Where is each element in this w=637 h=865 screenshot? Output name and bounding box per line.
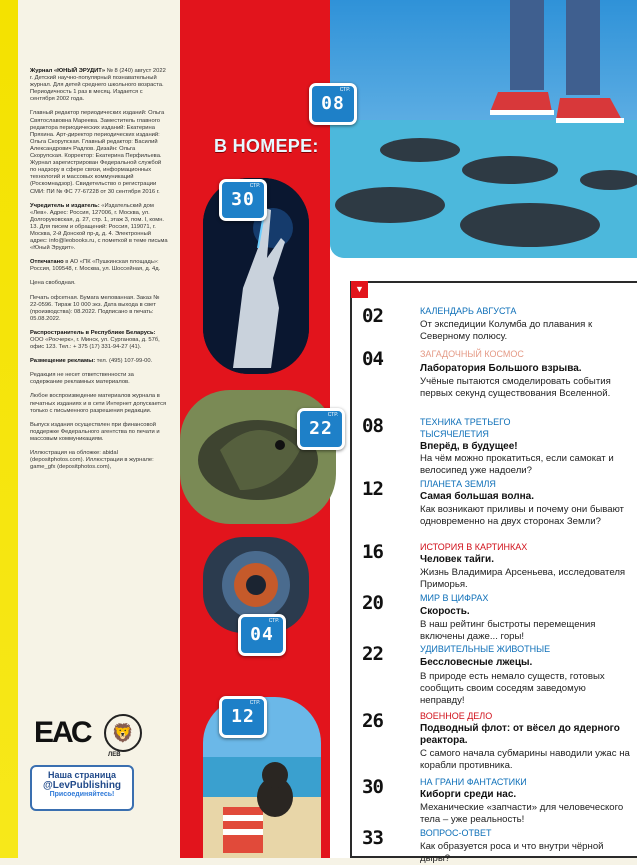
imprint-block: Распространитель в Республике Беларусь: ООО «Росчерк», г. Минск, ул. Сурганова, д. 57б, офис 123. Тел.: + 375 (17) 331-94-27 (41). bbox=[30, 329, 160, 351]
page-badge-12[interactable] bbox=[219, 696, 267, 738]
toc-category: ВОПРОС-ОТВЕТ bbox=[420, 828, 492, 838]
yellow-edge bbox=[0, 0, 18, 858]
badge-stp-label: СТР. bbox=[339, 87, 350, 93]
toc-description: В наш рейтинг быстроты перемещения включены даже... горы! bbox=[420, 619, 596, 642]
badge-stp-label: СТР. bbox=[327, 412, 338, 418]
imprint-block: Выпуск издания осуществлен при финансовой поддержке Федерального агентства по печати и массовым коммуникациям. bbox=[30, 421, 160, 442]
badge-page-number: 04 bbox=[250, 624, 274, 645]
toc-description: В природе есть немало существ, готовых сообщить своим соседям заведомую неправду! bbox=[420, 671, 605, 706]
badge-page-number: 12 bbox=[231, 706, 255, 727]
imprint-block: Главный редактор периодических изданий: Ольга Святославовна Мареева. Заместитель главного редактора периодических изданий: Екатерина Пряхина. Арт-директор периодических изданий: Ольга Скорупская. Главный редактор: Василий Александрович Радлов. Дизайн: Ольга Скорупская. Корректор: Екатерина Перфильева. Журнал зарегистрирован Федеральной службой по надзору в сфере связи, информационных технологий и массовых коммуникаций (Роскомнадзор). Свидетельство о регистрации СМИ: ПИ № ФС 77-67228 от 30 сентября 2016 г. bbox=[30, 110, 165, 195]
imprint-block: Редакция не несет ответственности за содержание рекламных материалов. bbox=[30, 372, 134, 386]
toc-category: ЗАГАДОЧНЫЙ КОСМОС bbox=[420, 349, 524, 359]
toc-title: Скорость. bbox=[420, 606, 470, 617]
toc-description: С самого начала субмарины наводили ужас на корабли противника. bbox=[420, 748, 630, 771]
toc-title: Лаборатория Большого взрыва. bbox=[420, 363, 582, 374]
toc-page-number: 04 bbox=[362, 348, 383, 370]
toc-category: ТЕХНИКА ТРЕТЬЕГО ТЫСЯЧЕЛЕТИЯ bbox=[420, 417, 511, 439]
page-badge-08[interactable] bbox=[309, 83, 357, 125]
toc-category: УДИВИТЕЛЬНЫЕ ЖИВОТНЫЕ bbox=[420, 644, 551, 654]
toc-description: От экспедиции Колумба до плавания к Северному полюсу. bbox=[420, 319, 593, 342]
toc-marker-icon: ▼ bbox=[351, 281, 368, 298]
toc-page-number: 08 bbox=[362, 415, 383, 437]
eac-logo: ЕАС bbox=[34, 716, 91, 749]
toc-description: Как образуется роса и что внутри чёрной дыры? bbox=[420, 841, 604, 864]
page-badge-22[interactable] bbox=[297, 408, 345, 450]
page-badge-30[interactable] bbox=[219, 179, 267, 221]
badge-stp-label: СТР. bbox=[268, 618, 279, 624]
toc-page-number: 12 bbox=[362, 478, 383, 500]
photo-hover-boards bbox=[330, 0, 637, 258]
toc-page-number: 22 bbox=[362, 643, 383, 665]
toc-page-number: 33 bbox=[362, 827, 383, 849]
badge-stp-label: СТР. bbox=[249, 183, 260, 189]
toc-title: Киборги среди нас. bbox=[420, 789, 517, 800]
section-heading: В НОМЕРЕ: bbox=[214, 136, 319, 156]
toc-title: Подводный флот: от вёсел до ядерного реактора. bbox=[420, 723, 620, 746]
toc-description: Жизнь Владимира Арсеньева, исследователя Приморья. bbox=[420, 567, 626, 590]
imprint-block: Любое воспроизведение материалов журнала в печатных изданиях и в сети Интернет допускается только с письменного разрешения редакции. bbox=[30, 393, 167, 414]
imprint-block: Отпечатано в АО «ПК «Пушкинская площадь»: Россия, 109548, г. Москва, ул. Шоссейная, д. 4д. bbox=[30, 259, 161, 273]
badge-page-number: 22 bbox=[309, 418, 333, 439]
vk-line-1: Наша страница bbox=[47, 770, 117, 780]
badge-page-number: 08 bbox=[321, 93, 345, 114]
toc-category: ВОЕННОЕ ДЕЛО bbox=[420, 711, 493, 721]
badge-page-number: 30 bbox=[231, 189, 255, 210]
page-badge-04[interactable] bbox=[238, 614, 286, 656]
toc-title: Вперёд, в будущее! bbox=[420, 441, 518, 452]
lev-logo-label: ЛЕВ bbox=[108, 752, 121, 758]
photo-hover-boards-art bbox=[330, 0, 637, 258]
toc-description: Учёные пытаются смоделировать события первых секунд существования Вселенной. bbox=[420, 376, 611, 399]
lion-logo-icon: 🦁 bbox=[104, 714, 142, 752]
vk-join-link[interactable]: Присоединяйтесь! bbox=[49, 791, 115, 798]
toc-description: Как возникают приливы и почему они бывают одновременно на двух сторонах Земли? bbox=[420, 504, 624, 527]
toc-title: Человек тайги. bbox=[420, 554, 494, 565]
toc-page-number: 26 bbox=[362, 710, 383, 732]
toc-category: НА ГРАНИ ФАНТАСТИКИ bbox=[420, 777, 527, 787]
imprint-block: Цена свободная. bbox=[30, 280, 76, 287]
toc-title: Самая большая волна. bbox=[420, 491, 534, 502]
toc-page-number: 20 bbox=[362, 592, 383, 614]
imprint-block: Размещение рекламы: тел. (495) 107-99-00. bbox=[30, 358, 153, 365]
toc-page-number: 02 bbox=[362, 305, 383, 327]
imprint-block: Журнал «ЮНЫЙ ЭРУДИТ» № 8 (240) август 2022 г. Детский научно-популярный познавательный журнал. Для детей среднего школьного возраста. Периодичность 1 раз в месяц. Издается с сентября 2002 года. bbox=[30, 68, 166, 103]
toc-page-number: 16 bbox=[362, 541, 383, 563]
toc-category: МИР В ЦИФРАХ bbox=[420, 593, 489, 603]
toc-category: КАЛЕНДАРЬ АВГУСТА bbox=[420, 306, 517, 316]
toc-page-number: 30 bbox=[362, 776, 383, 798]
toc-category: ПЛАНЕТА ЗЕМЛЯ bbox=[420, 479, 496, 489]
toc-description: На чём можно прокатиться, если самокат и велосипед уже надоели? bbox=[420, 453, 614, 476]
badge-stp-label: СТР. bbox=[249, 700, 260, 706]
vk-handle: @LevPublishing bbox=[42, 780, 122, 791]
imprint-block: Учредитель и издатель: «Издательский дом «Лев». Адрес: Россия, 127006, г. Москва, ул. Долгоруковская, д. 27, стр. 1, этаж 3, пом. I, комн. 13. Для писем и обращений: Россия, 119071, г. Москва, 2-й Донской пр-д, д. 4. Электронный адрес: info@leobooks.ru, с пометкой в теме письма «Юный Эрудит». bbox=[30, 202, 168, 252]
vk-page-badge[interactable] bbox=[30, 765, 134, 811]
toc-category: ИСТОРИЯ В КАРТИНКАХ bbox=[420, 542, 528, 552]
imprint-column bbox=[30, 68, 168, 478]
toc-title: Бессловесные лжецы. bbox=[420, 657, 533, 668]
toc-description: Механические «запчасти» для человеческого тела – уже реальность! bbox=[420, 802, 624, 825]
imprint-block: Печать офсетная. Бумага мелованная. Заказ № 22-0596. Тираж 10 000 экз. Дата выхода в свет (производства): 08.2022. Подписано в печать: 05.08.2022. bbox=[30, 294, 160, 322]
imprint-block: Иллюстрация на обложке: abidal (depositphotos.com). Иллюстрации в журнале: game_gfx (depositphotos.com), bbox=[30, 450, 154, 471]
